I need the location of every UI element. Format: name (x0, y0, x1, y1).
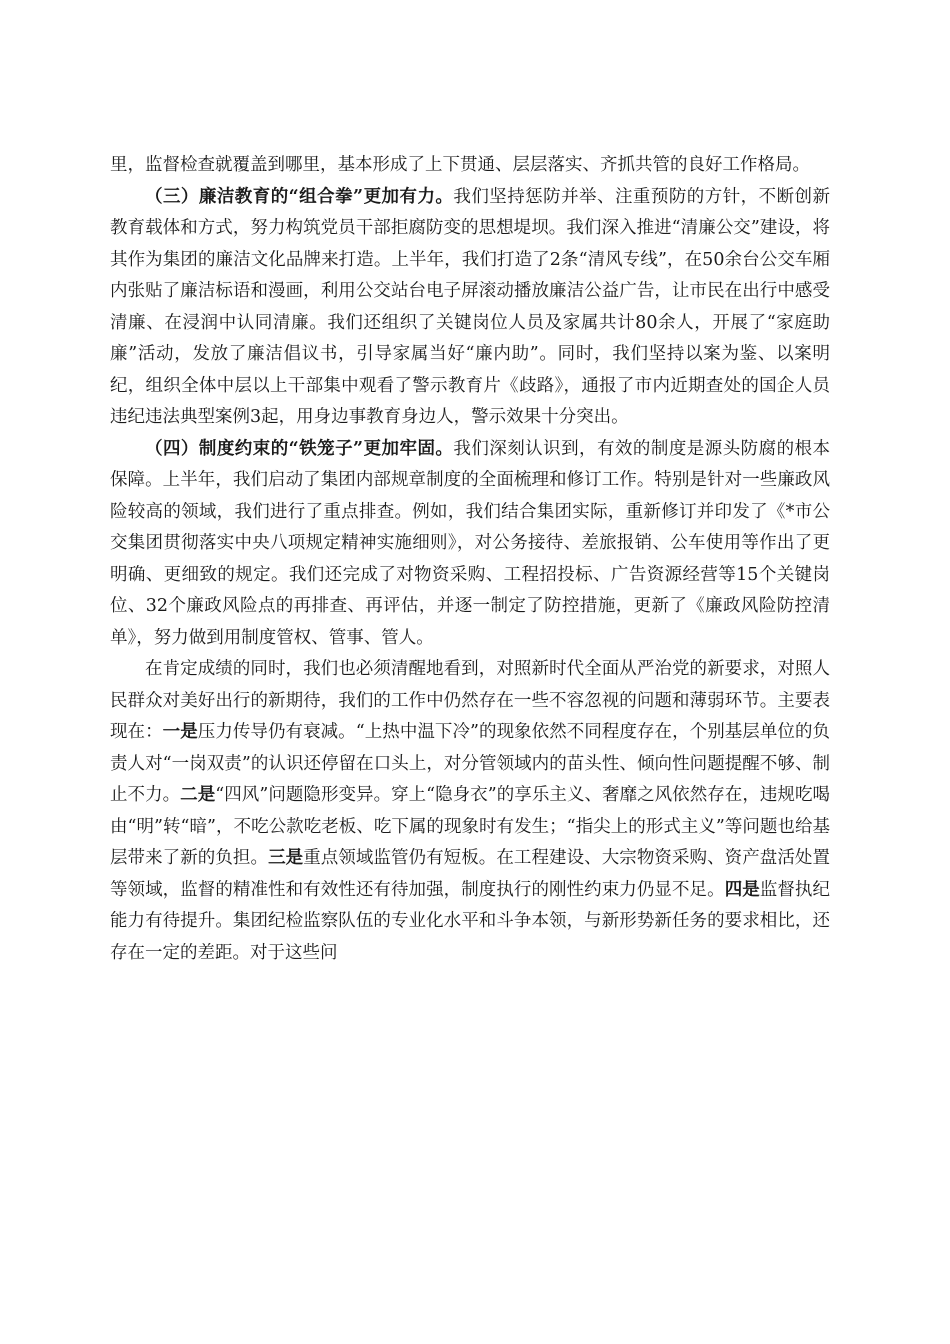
problem-text-2: “四风”问题隐形变异。穿上“隐身衣”的享乐主义、奢靡之风依然存在，违规吃喝由“明”转“暗”，不吃公款吃老板、吃下属的现象时有发生；“指尖上的形式主义”等问题也给基层带来了新的负担。 (110, 785, 831, 868)
problem-text-4: 监督执纪能力有待提升。集团纪检监察队伍的专业化水平和斗争本领，与新形势新任务的要求相比，还存在一定的差距。对于这些问 (110, 879, 830, 963)
problem-marker-3: 三是 (268, 848, 304, 868)
paragraph-institutions (110, 434, 830, 655)
problem-text-1: 压力传导仍有衰减。“上热中温下冷”的现象依然不同程度存在，个别基层单位的负责人对“一岗双责”的认识还停留在口头上，对分管领域内的苗头性、倾向性问题提醒不够、制止不力。 (110, 722, 831, 805)
paragraph-problems (110, 654, 830, 969)
section-heading-education: （三）廉洁教育的“组合拳”更加有力。 (145, 186, 454, 207)
section-heading-institutions: （四）制度约束的“铁笼子”更加牢固。 (145, 438, 454, 459)
problem-marker-2: 二是 (180, 785, 216, 805)
problem-marker-1: 一是 (162, 722, 198, 742)
paragraph-intro: 在肯定成绩的同时，我们也必须清醒地看到，对照新时代全面从严治党的新要求，对照人民群众对美好出行的新期待，我们的工作中仍然存在一些不容忽视的问题和薄弱环节。主要表现在： (110, 659, 830, 742)
paragraph-text: 我们坚持惩防并举、注重预防的方针，不断创新教育载体和方式，努力构筑党员干部拒腐防变的思想堤坝。我们深入推进“清廉公交”建设，将其作为集团的廉洁文化品牌来打造。上半年，我们打造了2条“清风专线”，在50余台公交车厢内张贴了廉洁标语和漫画，利用公交站台电子屏滚动播放廉洁公益广告，让市民在出行中感受清廉、在浸润中认同清廉。我们还组织了关键岗位人员及家属共计80余人，开展了“家庭助廉”活动，发放了廉洁倡议书，引导家属当好“廉内助”。同时，我们坚持以案为鉴、以案明纪，组织全体中层以上干部集中观看了警示教育片《歧路》，通报了市内近期查处的国企人员违纪违法典型案例3起，用身边事教育身边人，警示效果十分突出。 (110, 186, 830, 427)
problem-marker-4: 四是 (724, 879, 760, 900)
paragraph-education (110, 182, 830, 434)
paragraph-text: 我们深刻认识到，有效的制度是源头防腐的根本保障。上半年，我们启动了集团内部规章制度的全面梳理和修订工作。特别是针对一些廉政风险较高的领域，我们进行了重点排查。例如，我们结合集团实际，重新修订并印发了《*市公交集团贯彻落实中央八项规定精神实施细则》，对公务接待、差旅报销、公车使用等作出了更明确、更细致的规定。我们还完成了对物资采购、工程招投标、广告资源经营等15个关键岗位、32个廉政风险点的再排查、再评估，并逐一制定了防控措施，更新了《廉政风险防控清单》，努力做到用制度管权、管事、管人。 (110, 438, 830, 648)
paragraph-continuation (110, 150, 830, 182)
problem-text-3: 重点领域监管仍有短板。在工程建设、大宗物资采购、资产盘活处置等领域，监督的精准性和有效性还有待加强，制度执行的刚性约束力仍显不足。 (110, 848, 830, 900)
document-page (110, 150, 830, 969)
paragraph-text: 里，监督检查就覆盖到哪里，基本形成了上下贯通、层层落实、齐抓共管的良好工作格局。 (110, 155, 810, 175)
